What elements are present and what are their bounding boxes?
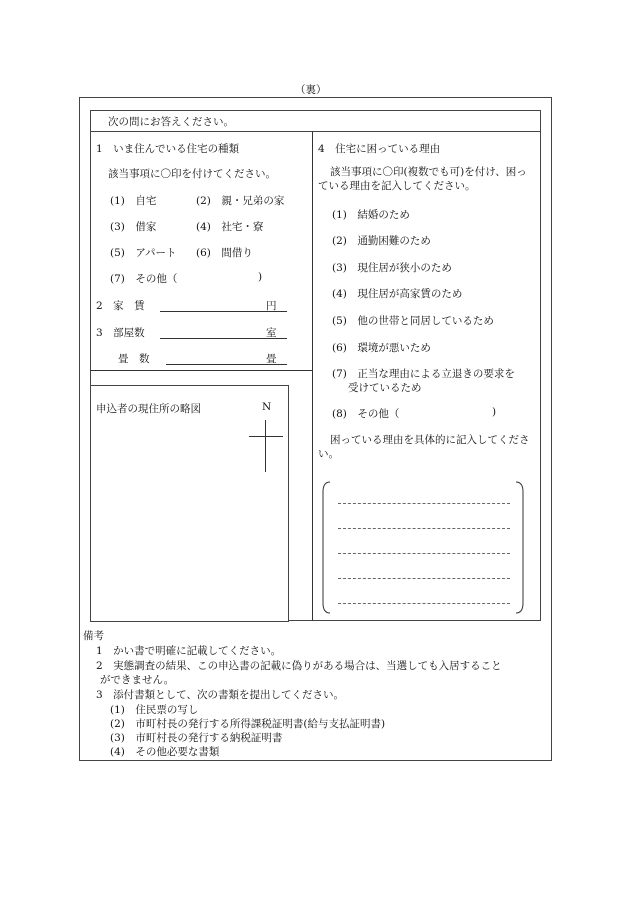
q2-rent-label: 2 家 賃 [96, 300, 145, 312]
q4-instruction: 該当事項に〇印(複数でも可)を付け、困っている理由を記入してください。 [318, 166, 527, 192]
map-label: 申込者の現住所の略図 [96, 403, 201, 415]
rent-unit: 円 [266, 300, 277, 312]
detail-line[interactable] [338, 528, 510, 529]
detail-line[interactable] [338, 578, 510, 579]
q1-option-3[interactable]: (3) 借家 [110, 221, 157, 233]
q4-title: 4 住宅に困っている理由 [318, 143, 441, 155]
page-side-label: （裏） [295, 84, 327, 96]
note-2-cont: ができません。 [100, 674, 175, 686]
column-divider [312, 131, 313, 621]
note-3: 3 添付書類として、次の書類を提出してください。 [96, 689, 344, 701]
q4-detail-prompt: 困っている理由を具体的に記入してください。 [318, 434, 530, 460]
detail-line[interactable] [338, 603, 510, 604]
map-box[interactable] [90, 385, 289, 622]
q1-option-6[interactable]: (6) 間借り [196, 247, 253, 259]
bracket-icon [320, 480, 526, 615]
north-label: N [262, 401, 272, 413]
doc-4: (4) その他必要な書類 [110, 746, 220, 758]
q1-instruction: 該当事項に〇印を付けてください。 [108, 168, 276, 180]
q4-reason-5[interactable]: (5) 他の世帯と同居しているため [332, 315, 494, 327]
q1-option-2[interactable]: (2) 親・兄弟の家 [196, 195, 285, 207]
note-2: 2 実態調査の結果、この申込書の記載に偽りがある場合は、当選しても入居すること [96, 660, 502, 672]
rooms-unit: 室 [266, 327, 277, 339]
questions-header: 次の問にお答えください。 [108, 116, 234, 128]
q4-reason-6[interactable]: (6) 環境が悪いため [332, 342, 431, 354]
q1-option-7-close: ) [258, 271, 263, 283]
detail-line[interactable] [338, 553, 510, 554]
q1-option-7[interactable]: (7) その他（ [110, 273, 178, 285]
doc-2: (2) 市町村長の発行する所得課税証明書(給与支払証明書) [110, 718, 386, 730]
note-1: 1 かい書で明確に記載してください。 [96, 645, 282, 657]
notes-title: 備考 [83, 630, 104, 642]
q1-title: 1 いま住んでいる住宅の種類 [96, 143, 240, 155]
q4-reason-1[interactable]: (1) 結婚のため [332, 209, 410, 221]
doc-1: (1) 住民票の写し [110, 704, 199, 716]
q4-reason-2[interactable]: (2) 通勤困難のため [332, 235, 431, 247]
q3-tatami-label: 畳 数 [118, 353, 150, 365]
q4-reason-8-close: ) [492, 406, 497, 418]
q4-reason-7[interactable]: (7) 正当な理由による立退きの要求を [332, 368, 515, 380]
q1-option-1[interactable]: (1) 自宅 [110, 195, 157, 207]
q3-rooms-label: 3 部屋数 [96, 327, 145, 339]
q1-option-5[interactable]: (5) アパート [110, 247, 177, 259]
q4-reason-4[interactable]: (4) 現住居が高家賃のため [332, 288, 463, 300]
tatami-unit: 畳 [266, 353, 277, 365]
q4-reason-7-cont: 受けているため [348, 382, 422, 394]
q4-reason-8[interactable]: (8) その他（ [332, 408, 400, 420]
doc-3: (3) 市町村長の発行する納税証明書 [110, 732, 283, 744]
detail-line[interactable] [338, 503, 510, 504]
q4-reason-3[interactable]: (3) 現住居が狭小のため [332, 262, 452, 274]
q1-option-4[interactable]: (4) 社宅・寮 [196, 221, 264, 233]
left-column-divider [90, 370, 312, 371]
